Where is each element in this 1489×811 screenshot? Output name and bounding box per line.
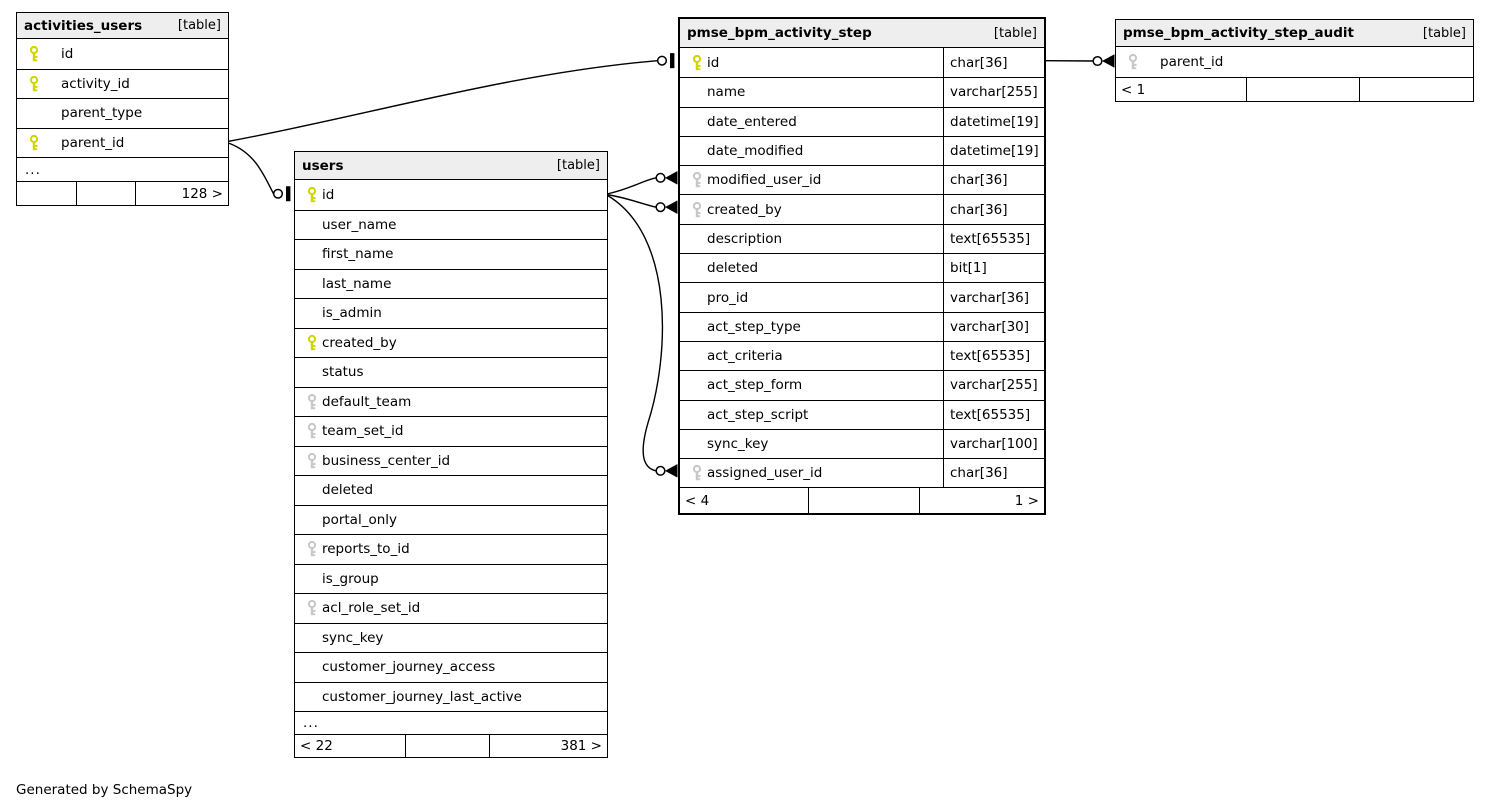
column-row-act_step_type <box>680 312 1044 341</box>
column-row-sync_key <box>295 623 607 653</box>
hidden-parents-count: < 22 <box>300 738 333 754</box>
column-row-customer_journey_last_active <box>295 682 607 712</box>
table-footer <box>680 487 1044 513</box>
many-end-marker <box>656 200 677 214</box>
relationship-line-activities_users-users <box>229 143 274 194</box>
column-row-act_step_form <box>680 370 1044 399</box>
primary-key-icon <box>28 76 40 92</box>
column-row-user_name <box>295 210 607 240</box>
many-end-marker <box>656 464 677 478</box>
column-row-description <box>680 224 1044 253</box>
column-row-name <box>680 77 1044 106</box>
hidden-children-count: 1 > <box>919 488 1044 513</box>
column-name: first_name <box>322 246 394 263</box>
table-title[interactable]: users <box>302 157 344 174</box>
foreign-key-icon <box>306 394 318 410</box>
relationship-line-users-pmse_bpm_activity_step <box>608 196 662 471</box>
column-name: reports_to_id <box>322 541 410 558</box>
column-row-default_team <box>295 387 607 417</box>
table-tag: [table] <box>993 25 1037 41</box>
table-header <box>1116 20 1473 47</box>
column-name: date_modified <box>707 143 804 160</box>
footer-cell <box>76 182 134 205</box>
footer-cell <box>808 488 920 513</box>
table-header <box>17 13 228 39</box>
column-row-act_criteria <box>680 341 1044 370</box>
column-row-pro_id <box>680 282 1044 311</box>
column-name: assigned_user_id <box>707 465 823 482</box>
column-name: is_admin <box>322 305 382 322</box>
column-type: datetime[19] <box>943 108 1044 136</box>
column-row-id <box>680 48 1044 77</box>
primary-key-icon <box>28 46 40 62</box>
column-type: datetime[19] <box>943 137 1044 165</box>
hidden-parents-count: < 1 <box>1121 81 1146 98</box>
generator-credit: Generated by SchemaSpy <box>16 782 193 798</box>
column-name: deleted <box>322 482 374 499</box>
column-row-created_by <box>295 328 607 358</box>
column-name: name <box>707 84 746 101</box>
table-pmse_bpm_activity_step <box>678 17 1046 515</box>
hidden-children-count: 381 > <box>489 735 607 757</box>
hidden-parents-count: < 4 <box>685 492 710 509</box>
column-name: id <box>322 186 335 203</box>
table-tag: [table] <box>177 18 221 33</box>
foreign-key-icon <box>306 453 318 469</box>
column-row-is_admin <box>295 298 607 328</box>
column-row-date_modified <box>680 136 1044 165</box>
column-name: created_by <box>322 334 397 351</box>
column-row-acl_role_set_id <box>295 593 607 623</box>
column-row-team_set_id <box>295 416 607 446</box>
table-pmse_bpm_activity_step_audit <box>1115 19 1474 102</box>
relationship-line-users-pmse_bpm_activity_step <box>608 195 656 207</box>
column-type: varchar[100] <box>943 430 1044 458</box>
primary-key-icon <box>28 135 40 151</box>
primary-key-icon <box>306 335 318 351</box>
column-name: customer_journey_last_active <box>322 688 522 705</box>
foreign-key-icon <box>306 423 318 439</box>
column-row-status <box>295 357 607 387</box>
column-row-parent_type <box>17 98 228 128</box>
column-name: id <box>61 45 74 62</box>
one-end-marker <box>274 186 291 201</box>
column-type: char[36] <box>943 166 1044 194</box>
column-name: business_center_id <box>322 452 451 469</box>
table-footer <box>295 734 607 757</box>
column-name: parent_id <box>61 134 125 151</box>
column-row-is_group <box>295 564 607 594</box>
column-row-date_entered <box>680 107 1044 136</box>
column-type: text[65535] <box>943 342 1044 370</box>
foreign-key-icon <box>306 541 318 557</box>
more-columns-ellipsis: ... <box>295 711 607 734</box>
column-type: char[36] <box>943 195 1044 223</box>
column-name: sync_key <box>707 436 769 452</box>
column-name: default_team <box>322 393 412 410</box>
column-name: date_entered <box>707 113 797 130</box>
foreign-key-icon <box>691 465 703 481</box>
column-name: team_set_id <box>322 423 404 440</box>
column-row-created_by <box>680 194 1044 223</box>
column-name: is_group <box>322 570 379 587</box>
footer-cell <box>17 182 76 205</box>
relationship-line-activities_users-pmse_bpm_activity_step <box>229 61 658 142</box>
column-name: act_step_script <box>707 406 809 423</box>
column-name: modified_user_id <box>707 172 822 189</box>
column-name: act_step_type <box>707 318 801 335</box>
column-type: text[65535] <box>943 401 1044 429</box>
column-name: customer_journey_access <box>322 659 496 676</box>
footer-cell <box>1359 78 1473 101</box>
column-name: act_step_form <box>707 377 803 394</box>
table-title[interactable]: pmse_bpm_activity_step_audit <box>1123 25 1354 41</box>
column-name: activity_id <box>61 75 130 92</box>
column-row-reports_to_id <box>295 534 607 564</box>
primary-key-icon <box>691 55 703 71</box>
table-title[interactable]: pmse_bpm_activity_step <box>687 25 872 41</box>
column-type: varchar[36] <box>943 283 1044 311</box>
column-row-act_step_script <box>680 400 1044 429</box>
column-name: portal_only <box>322 511 398 528</box>
column-row-sync_key <box>680 429 1044 458</box>
table-tag: [table] <box>1422 25 1466 41</box>
column-row-customer_journey_access <box>295 652 607 682</box>
table-tag: [table] <box>556 158 600 173</box>
column-name: created_by <box>707 201 782 218</box>
column-row-id <box>295 180 607 210</box>
column-row-deleted <box>295 475 607 505</box>
table-footer <box>17 181 228 205</box>
foreign-key-icon <box>306 600 318 616</box>
column-row-portal_only <box>295 505 607 535</box>
column-name: last_name <box>322 275 392 292</box>
column-type: char[36] <box>943 48 1044 77</box>
column-name: sync_key <box>322 629 384 646</box>
column-name: act_criteria <box>707 348 783 365</box>
column-row-parent_id <box>17 128 228 158</box>
one-end-marker <box>658 53 675 68</box>
foreign-key-icon <box>1127 54 1139 70</box>
column-name: description <box>707 230 783 247</box>
column-row-parent_id <box>1116 47 1473 77</box>
table-footer <box>1116 77 1473 101</box>
column-row-modified_user_id <box>680 165 1044 194</box>
column-type: char[36] <box>943 459 1044 487</box>
column-name: id <box>707 54 720 71</box>
column-type: varchar[30] <box>943 313 1044 341</box>
column-type: varchar[255] <box>943 371 1044 399</box>
column-name: deleted <box>707 260 759 277</box>
column-type: bit[1] <box>943 254 1044 282</box>
column-row-activity_id <box>17 69 228 99</box>
many-end-marker <box>656 171 677 185</box>
column-name: acl_role_set_id <box>322 600 421 617</box>
hidden-children-count: 128 > <box>135 182 228 205</box>
primary-key-icon <box>306 187 318 203</box>
many-end-marker <box>1093 54 1114 68</box>
column-row-id <box>17 39 228 69</box>
column-row-assigned_user_id <box>680 458 1044 487</box>
table-users <box>294 151 608 758</box>
column-row-first_name <box>295 239 607 269</box>
column-name: parent_type <box>61 105 143 122</box>
column-type: varchar[255] <box>943 78 1044 106</box>
table-title[interactable]: activities_users <box>24 17 143 34</box>
table-header <box>680 19 1044 48</box>
relationship-line-users-pmse_bpm_activity_step <box>608 178 656 194</box>
table-header <box>295 152 607 180</box>
table-activities_users <box>16 12 229 206</box>
column-name: pro_id <box>707 289 749 306</box>
column-name: user_name <box>322 216 397 233</box>
footer-cell <box>1246 78 1358 101</box>
footer-cell <box>405 735 488 757</box>
foreign-key-icon <box>691 202 703 218</box>
column-name: status <box>322 364 364 381</box>
column-row-last_name <box>295 269 607 299</box>
foreign-key-icon <box>691 172 703 188</box>
column-type: text[65535] <box>943 225 1044 253</box>
column-row-business_center_id <box>295 446 607 476</box>
column-name: parent_id <box>1160 54 1224 70</box>
more-columns-ellipsis: ... <box>17 157 228 181</box>
column-row-deleted <box>680 253 1044 282</box>
